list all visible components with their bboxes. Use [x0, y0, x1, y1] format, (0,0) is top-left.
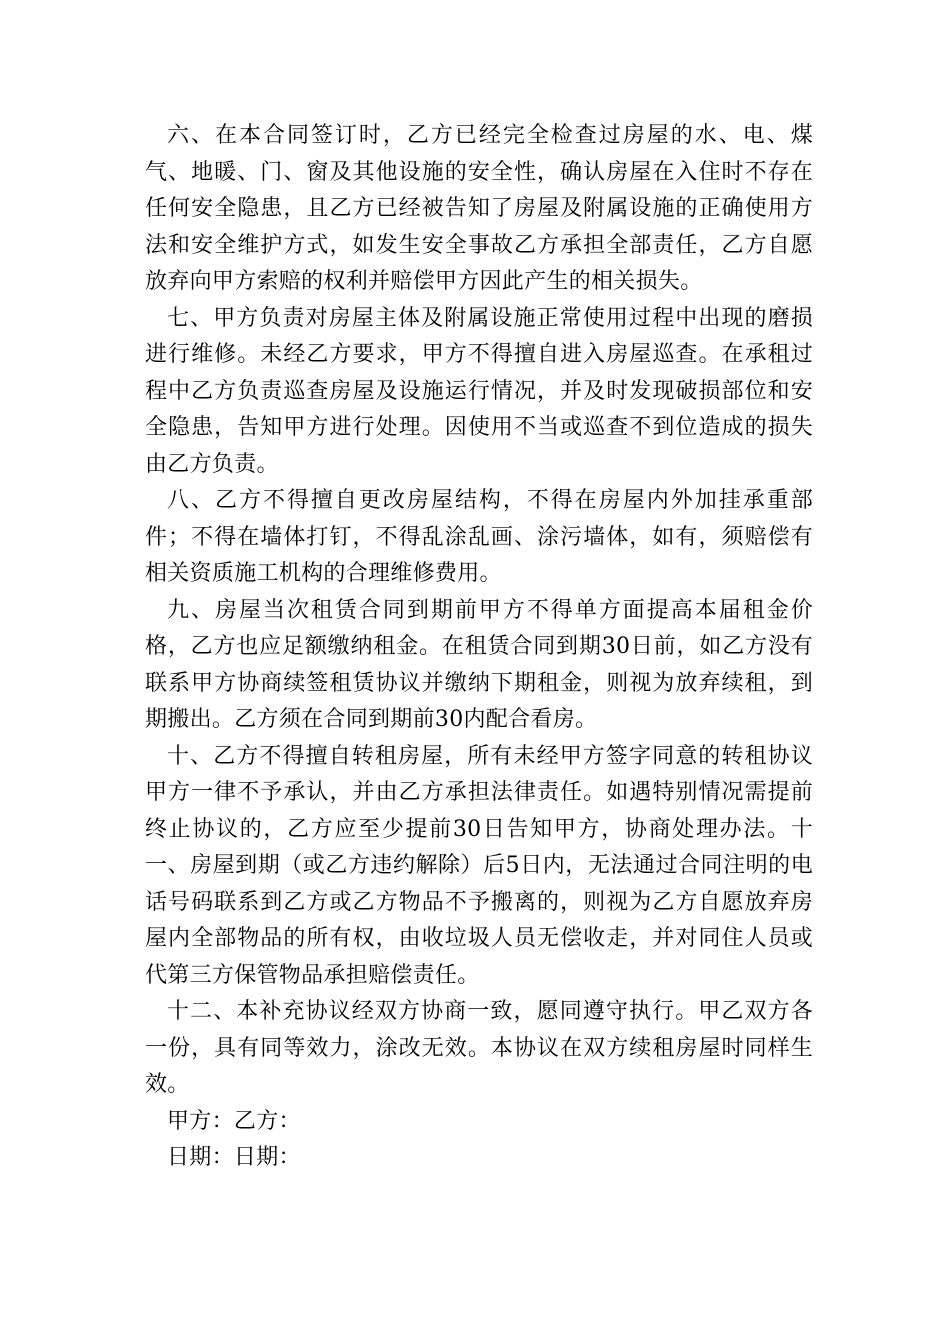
- clause-12: 十二、本补充协议经双方协商一致，愿同遵守执行。甲乙双方各一份，具有同等效力，涂改无效。本协议在双方续租房屋时同样生效。: [145, 999, 813, 1097]
- clause-9: 九、房屋当次租赁合同到期前甲方不得单方面提高本届租金价格，乙方也应足额缴纳租金。在租赁合同到期30日前，如乙方没有联系甲方协商续签租赁协议并缴纳下期租金，则视为放弃续租，到期搬出。乙方须在合同到期前30内配合看房。: [145, 597, 813, 732]
- signature-dates: 日期：日期：: [167, 1145, 301, 1170]
- clause-10-11: 十、乙方不得擅自转租房屋，所有未经甲方签字同意的转租协议甲方一律不予承认，并由乙方承担法律责任。如遇特别情况需提前终止协议的，乙方应至少提前30日告知甲方，协商处理办法。十一、房屋到期（或乙方违约解除）后5日内，无法通过合同注明的电话号码联系到乙方或乙方物品不予搬离的，则视为乙方自愿放弃房屋内全部物品的所有权，由收垃圾人员无偿收走，并对同住人员或代第三方保管物品承担赔偿责任。: [145, 743, 813, 988]
- clause-7: 七、甲方负责对房屋主体及附属设施正常使用过程中出现的磨损进行维修。未经乙方要求，甲方不得擅自进入房屋巡查。在承租过程中乙方负责巡查房屋及设施运行情况，并及时发现破损部位和安全隐患，告知甲方进行处理。因使用不当或巡查不到位造成的损失由乙方负责。: [145, 305, 813, 477]
- contract-page: [145, 118, 813, 1177]
- clause-6: 六、在本合同签订时，乙方已经完全检查过房屋的水、电、煤气、地暖、门、窗及其他设施的安全性，确认房屋在入住时不存在任何安全隐患，且乙方已经被告知了房屋及附属设施的正确使用方法和安全维护方式，如发生安全事故乙方承担全部责任，乙方自愿放弃向甲方索赔的权利并赔偿甲方因此产生的相关损失。: [145, 123, 813, 294]
- clause-8: 八、乙方不得擅自更改房屋结构，不得在房屋内外加挂承重部件；不得在墙体打钉，不得乱涂乱画、涂污墙体，如有，须赔偿有相关资质施工机构的合理维修费用。: [145, 488, 813, 586]
- signature-parties: 甲方：乙方：: [167, 1108, 301, 1134]
